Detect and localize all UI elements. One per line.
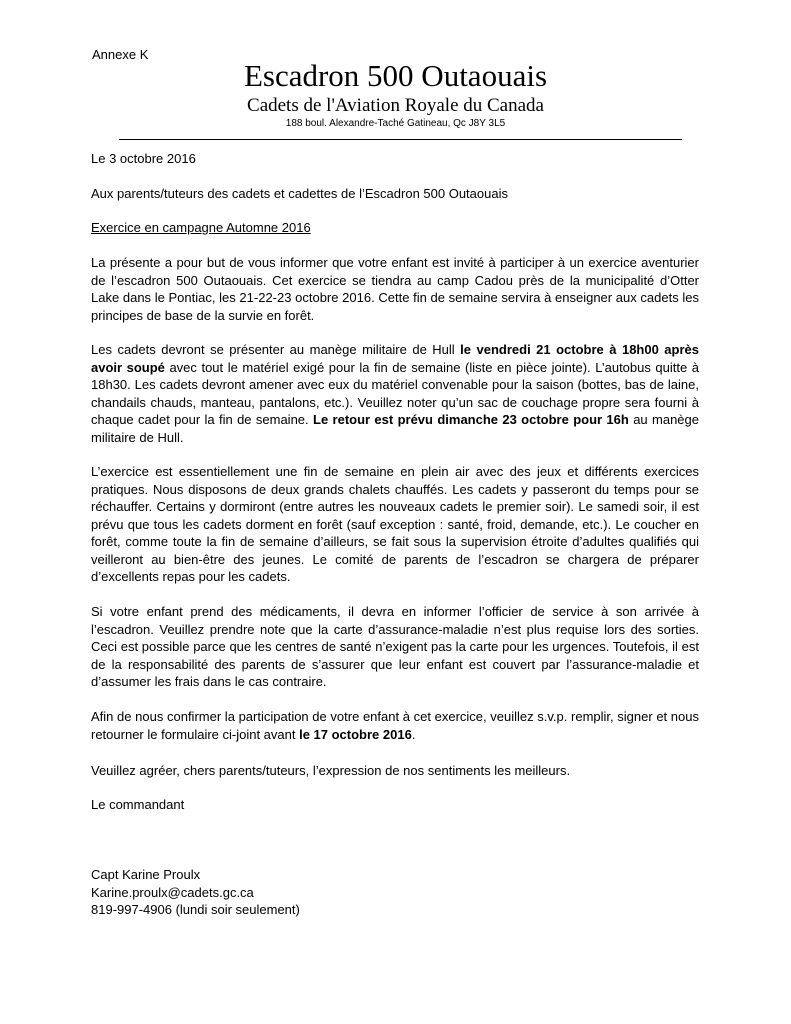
signature-block	[91, 866, 699, 919]
paragraph-closing: Veuillez agréer, chers parents/tuteurs, l’expression de nos sentiments les meilleurs.	[91, 763, 571, 778]
letterhead-subtitle: Cadets de l'Aviation Royale du Canada	[247, 95, 544, 116]
confirmation-text-1: Afin de nous confirmer la participation de votre enfant à cet exercice, veuillez s.v.p. remplir, signer et nous retourner le formulaire ci-joint avant	[91, 709, 699, 742]
logistics-departure-bold: le vendredi 21 octobre à 18h00 après avoir soupé	[91, 342, 700, 375]
letterhead-divider	[119, 139, 682, 140]
signature-name: Capt Karine Proulx	[91, 867, 201, 882]
paragraph-intro: La présente a pour but de vous informer que votre enfant est invité à participer à un exercice aventurier de l’escadron 500 Outaouais. Cet exercice se tiendra au camp Cadou près de la municipalité d’Otter Lake dans le Pontiac, les 21-22-23 octobre 2016. Cette fin de semaine servira à enseigner aux cadets les principes de base de la survie en forêt.	[91, 255, 699, 323]
letterhead-title: Escadron 500 Outaouais	[243, 58, 548, 93]
letterhead-address: 188 boul. Alexandre-Taché Gatineau, Qc J8Y 3L5	[285, 118, 506, 129]
confirmation-deadline-bold: le 17 octobre 2016	[299, 726, 412, 742]
letter-recipient: Aux parents/tuteurs des cadets et cadettes de l’Escadron 500 Outaouais	[91, 186, 508, 201]
letter-subject: Exercice en campagne Automne 2016	[91, 220, 311, 235]
logistics-text-1: Les cadets devront se présenter au manège militaire de Hull	[91, 342, 461, 357]
letter-date: Le 3 octobre 2016	[91, 151, 196, 166]
signature-email: Karine.proulx@cadets.gc.ca	[91, 884, 254, 900]
paragraph-exercise: L’exercice est essentiellement une fin de semaine en plein air avec des jeux et différents exercices pratiques. Nous disposons de deux grands chalets chauffés. Les cadets y passeront du temps pour se réchauffer. Certains y dormiront (entre autres les nouveaux cadets le premier soir). Le samedi soir, il est prévu que tous les cadets dorment en forêt (sauf exception : santé, froid, demande, etc.). Le coucher en forêt, comme toute la fin de semaine d’ailleurs, se fait sous la supervision étroite d’adultes qualifiés qui veilleront au bien-être des jeunes. Le comité de parents de l’escadron se chargera de préparer d’excellents repas pour les cadets.	[91, 464, 699, 584]
logistics-text-2: avec tout le matériel exigé pour la fin de semaine (liste en pièce jointe). L’autobus quitte à 18h30. Les cadets devront amener avec eux du matériel convenable pour la saison (bottes, bas de laine, chandails chauds, manteau, pantalons, etc.). Veuillez noter qu’un sac de couchage propre sera fourni à chaque cadet pour la fin de semaine.	[91, 359, 699, 427]
logistics-return-bold: Le retour est prévu dimanche 23 octobre pour 16h	[313, 412, 629, 427]
paragraph-logistics	[91, 341, 699, 446]
annexe-label: Annexe K	[92, 47, 149, 62]
paragraph-confirmation	[91, 708, 699, 743]
signature-phone: 819-997-4906 (lundi soir seulement)	[91, 902, 300, 917]
logistics-text-3: au manège militaire de Hull.	[91, 412, 699, 445]
paragraph-medical: Si votre enfant prend des médicaments, il devra en informer l’officier de service à son arrivée à l’escadron. Veuillez prendre note que la carte d’assurance-maladie n’est plus requise lors des sorties. Ceci est possible parce que les centres de santé n’exigent pas la carte pour les urgences. Toutefois, il est de la responsabilité des parents de s’assurer que leur enfant est couvert par l’assurance-maladie et d’assumer les frais dans le cas contraire.	[91, 604, 699, 689]
confirmation-text-2: .	[411, 726, 416, 742]
letter-signoff: Le commandant	[91, 797, 185, 812]
